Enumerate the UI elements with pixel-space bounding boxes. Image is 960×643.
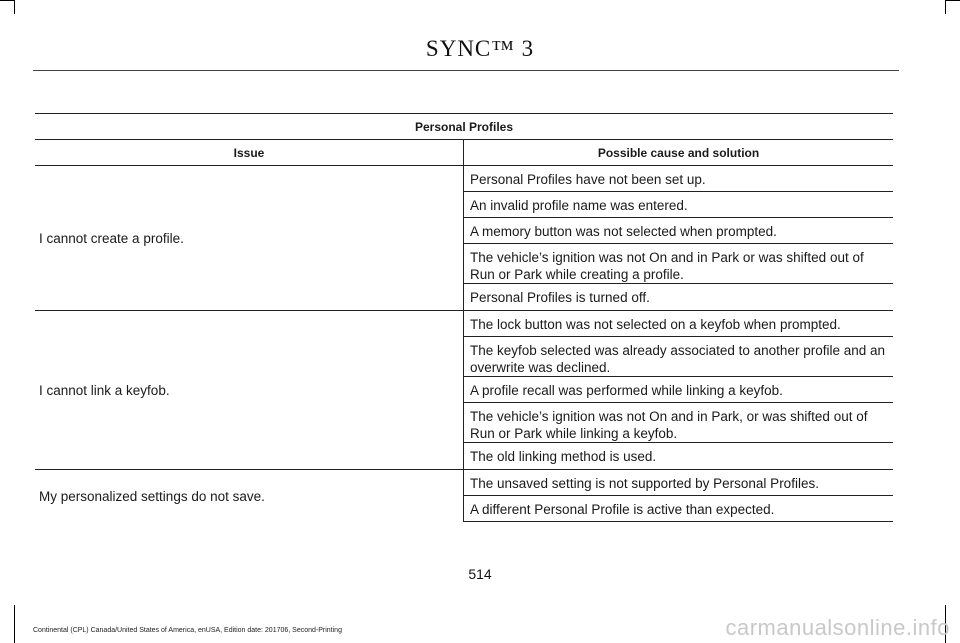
solution-cell: The lock button was not selected on a keyfob when prompted. xyxy=(464,311,893,337)
column-header-issue: Issue xyxy=(35,140,464,165)
crop-mark xyxy=(14,0,15,14)
solution-cell: The vehicle’s ignition was not On and in Park or was shifted out of Run or Park while creating a profile. xyxy=(464,244,893,284)
solution-cell: The vehicle’s ignition was not On and in Park, or was shifted out of Run or Park while linking a keyfob. xyxy=(464,403,893,443)
page-number: 514 xyxy=(468,566,492,582)
solution-list xyxy=(464,470,893,522)
table-row xyxy=(35,470,893,522)
table-row xyxy=(35,311,893,470)
issue-cell: I cannot link a keyfob. xyxy=(35,311,464,469)
solution-cell: The old linking method is used. xyxy=(470,449,657,464)
watermark: carmanualsonline.info xyxy=(725,615,950,640)
table-header-row xyxy=(35,140,893,166)
solution-cell: An invalid profile name was entered. xyxy=(464,192,893,218)
issue-cell: My personalized settings do not save. xyxy=(35,470,464,522)
edition-footer: Continental (CPL) Canada/United States of America, enUSA, Edition date: 201706, Second-Printing xyxy=(33,627,342,634)
crop-mark xyxy=(946,0,960,1)
table-row xyxy=(35,166,893,311)
solution-list xyxy=(464,311,893,469)
personal-profiles-table xyxy=(35,113,893,522)
column-header-solution: Possible cause and solution xyxy=(597,145,760,160)
header-divider xyxy=(33,70,899,71)
solution-cell: Personal Profiles have not been set up. xyxy=(464,166,893,192)
issue-cell: I cannot create a profile. xyxy=(35,166,464,310)
solution-list xyxy=(464,166,893,310)
solution-cell: A memory button was not selected when prompted. xyxy=(464,218,893,244)
table-title: Personal Profiles xyxy=(35,113,893,140)
solution-cell: A profile recall was performed while linking a keyfob. xyxy=(464,377,893,403)
solution-cell: A different Personal Profile is active than expected. xyxy=(464,496,893,522)
crop-mark xyxy=(945,0,946,14)
page-header-title: SYNC™ 3 xyxy=(425,36,535,61)
solution-cell: The unsaved setting is not supported by Personal Profiles. xyxy=(464,470,893,496)
solution-cell: Personal Profiles is turned off. xyxy=(470,290,650,305)
solution-cell: The keyfob selected was already associated to another profile and an overwrite was declined. xyxy=(464,337,893,377)
crop-mark xyxy=(0,0,14,1)
crop-mark xyxy=(14,605,15,643)
